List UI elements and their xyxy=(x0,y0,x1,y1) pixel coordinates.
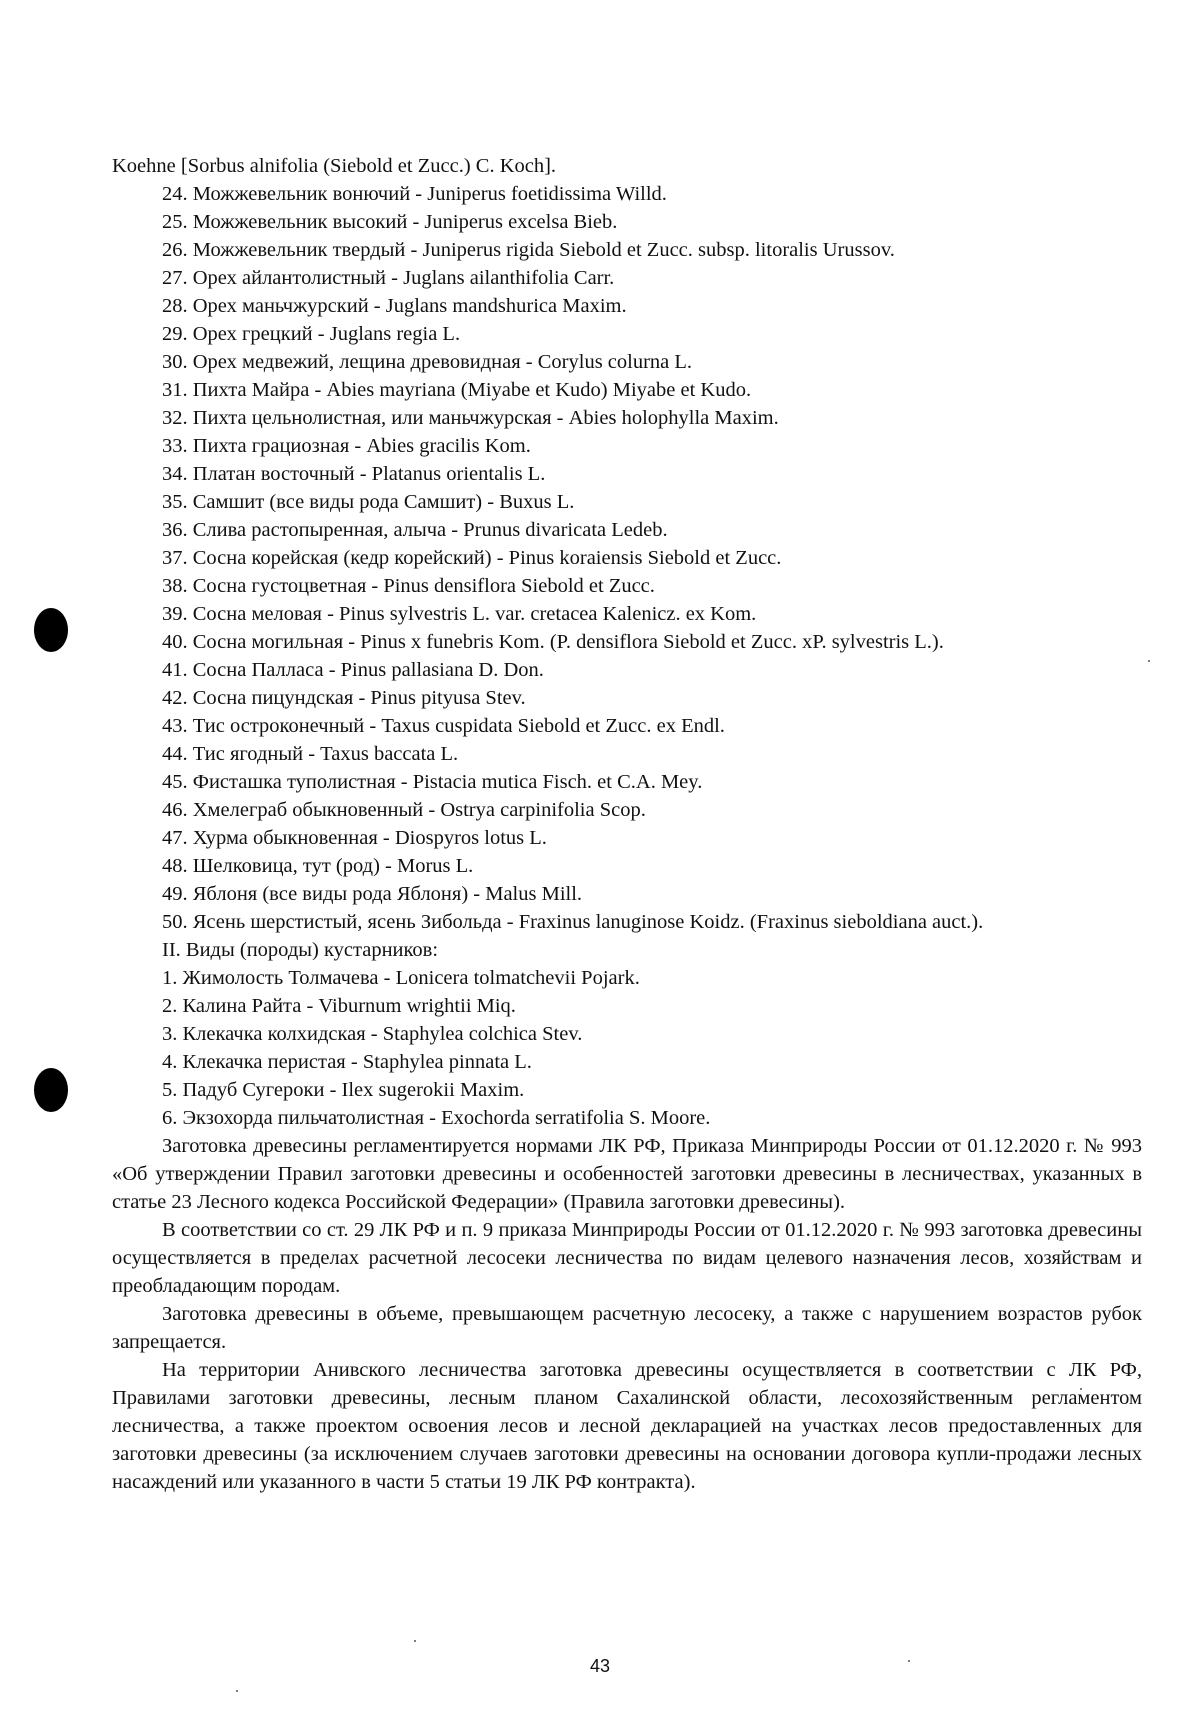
list-item: 6. Экзохорда пильчатолистная - Exochorda serratifolia S. Moore. xyxy=(162,1107,711,1129)
list-item: 24. Можжевельник вонючий - Juniperus foetidissima Willd. xyxy=(162,183,667,205)
list-item: 25. Можжевельник высокий - Juniperus excelsa Bieb. xyxy=(162,211,618,233)
list-item: 30. Орех медвежий, лещина древовидная - Corylus colurna L. xyxy=(162,351,693,373)
scan-speck xyxy=(1148,660,1150,662)
shrubs-list xyxy=(112,964,1142,1132)
list-item: 49. Яблоня (все виды рода Яблоня) - Malus Mill. xyxy=(162,883,583,905)
section-heading: II. Виды (породы) кустарников: xyxy=(162,939,439,961)
list-item: 44. Тис ягодный - Taxus baccata L. xyxy=(162,743,459,765)
body-paragraph: Заготовка древесины регламентируется нормами ЛК РФ, Приказа Минприроды России от 01.12.2020 г. № 993 «Об утверждении Правил заготовки древесины и особенностей заготовки древесины в лесничествах, указанных в статье 23 Лесного кодекса Российской Федерации» (Правила заготовки древесины). xyxy=(112,1135,1142,1213)
list-item: 48. Шелковица, тут (род) - Morus L. xyxy=(162,855,474,877)
list-item: 43. Тис остроконечный - Taxus cuspidata Siebold et Zucc. ex Endl. xyxy=(162,715,725,737)
list-item: 34. Платан восточный - Platanus orientalis L. xyxy=(162,463,546,485)
list-item: 33. Пихта грациозная - Abies gracilis Kom. xyxy=(162,435,531,457)
document-body xyxy=(112,152,1142,1496)
list-item: 36. Слива растопыренная, алыча - Prunus divaricata Ledeb. xyxy=(162,519,668,541)
species-list xyxy=(112,180,1142,936)
list-item: 37. Сосна корейская (кедр корейский) - Pinus koraiensis Siebold et Zucc. xyxy=(162,547,782,569)
list-item: 28. Орех маньчжурский - Juglans mandshurica Maxim. xyxy=(162,295,627,317)
continued-line: Koehne [Sorbus alnifolia (Siebold et Zucc.) C. Koch]. xyxy=(112,155,557,177)
list-item: 47. Хурма обыкновенная - Diospyros lotus L. xyxy=(162,827,547,849)
list-item: 1. Жимолость Толмачева - Lonicera tolmatchevii Pojark. xyxy=(162,967,640,989)
body-paragraph: В соответствии со ст. 29 ЛК РФ и п. 9 приказа Минприроды России от 01.12.2020 г. № 993 заготовка древесины осуществляется в пределах расчетной лесосеки лесничества по видам целевого назначения лесов, хозяйствам и преобладающим породам. xyxy=(112,1219,1142,1297)
list-item: 50. Ясень шерстистый, ясень Зибольда - Fraxinus lanuginose Koidz. (Fraxinus sieboldiana auct.). xyxy=(162,911,984,933)
list-item: 40. Сосна могильная - Pinus x funebris Kom. (P. densiflora Siebold et Zucc. xP. sylvestris L.). xyxy=(162,631,944,653)
list-item: 5. Падуб Сугероки - Ilex sugerokii Maxim. xyxy=(162,1079,525,1101)
body-paragraph: Заготовка древесины в объеме, превышающем расчетную лесосеку, а также с нарушением возрастов рубок запрещается. xyxy=(112,1303,1142,1353)
list-item: 42. Сосна пицундская - Pinus pityusa Stev. xyxy=(162,687,526,709)
list-item: 4. Клекачка перистая - Staphylea pinnata L. xyxy=(162,1051,532,1073)
scan-speck xyxy=(414,1640,416,1642)
list-item: 29. Орех грецкий - Juglans regia L. xyxy=(162,323,461,345)
list-item: 3. Клекачка колхидская - Staphylea colchica Stev. xyxy=(162,1023,583,1045)
list-item: 41. Сосна Палласа - Pinus pallasiana D. Don. xyxy=(162,659,544,681)
punch-hole xyxy=(34,608,68,652)
list-item: 31. Пихта Майра - Abies mayriana (Miyabe et Kudo) Miyabe et Kudo. xyxy=(162,379,752,401)
list-item: 27. Орех айлантолистный - Juglans ailanthifolia Carr. xyxy=(162,267,615,289)
scan-speck xyxy=(236,1690,238,1692)
list-item: 35. Самшит (все виды рода Самшит) - Buxus L. xyxy=(162,491,575,513)
punch-hole xyxy=(34,1068,68,1112)
body-paragraph: На территории Анивского лесничества заготовка древесины осуществляется в соответствии с ЛК РФ, Правилами заготовки древесины, лесным планом Сахалинской области, лесохозяйственным регламентом лесничества, а также проектом освоения лесов и лесной декларацией на участках лесов предоставленных для заготовки древесины (за исключением случаев заготовки древесины на основании договора купли-продажи лесных насаждений или указанного в части 5 статьи 19 ЛК РФ контракта). xyxy=(112,1359,1142,1493)
list-item: 38. Сосна густоцветная - Pinus densiflora Siebold et Zucc. xyxy=(162,575,655,597)
list-item: 46. Хмелеграб обыкновенный - Ostrya carpinifolia Scop. xyxy=(162,799,646,821)
list-item: 32. Пихта цельнолистная, или маньчжурская - Abies holophylla Maxim. xyxy=(162,407,779,429)
list-item: 2. Калина Райта - Viburnum wrightii Miq. xyxy=(162,995,516,1017)
list-item: 45. Фисташка туполистная - Pistacia mutica Fisch. et C.A. Mey. xyxy=(162,771,703,793)
list-item: 26. Можжевельник твердый - Juniperus rigida Siebold et Zucc. subsp. litoralis Urussov. xyxy=(162,239,895,261)
list-item: 39. Сосна меловая - Pinus sylvestris L. var. cretacea Kalenicz. ex Kom. xyxy=(162,603,757,625)
page-number: 43 xyxy=(589,1656,611,1676)
